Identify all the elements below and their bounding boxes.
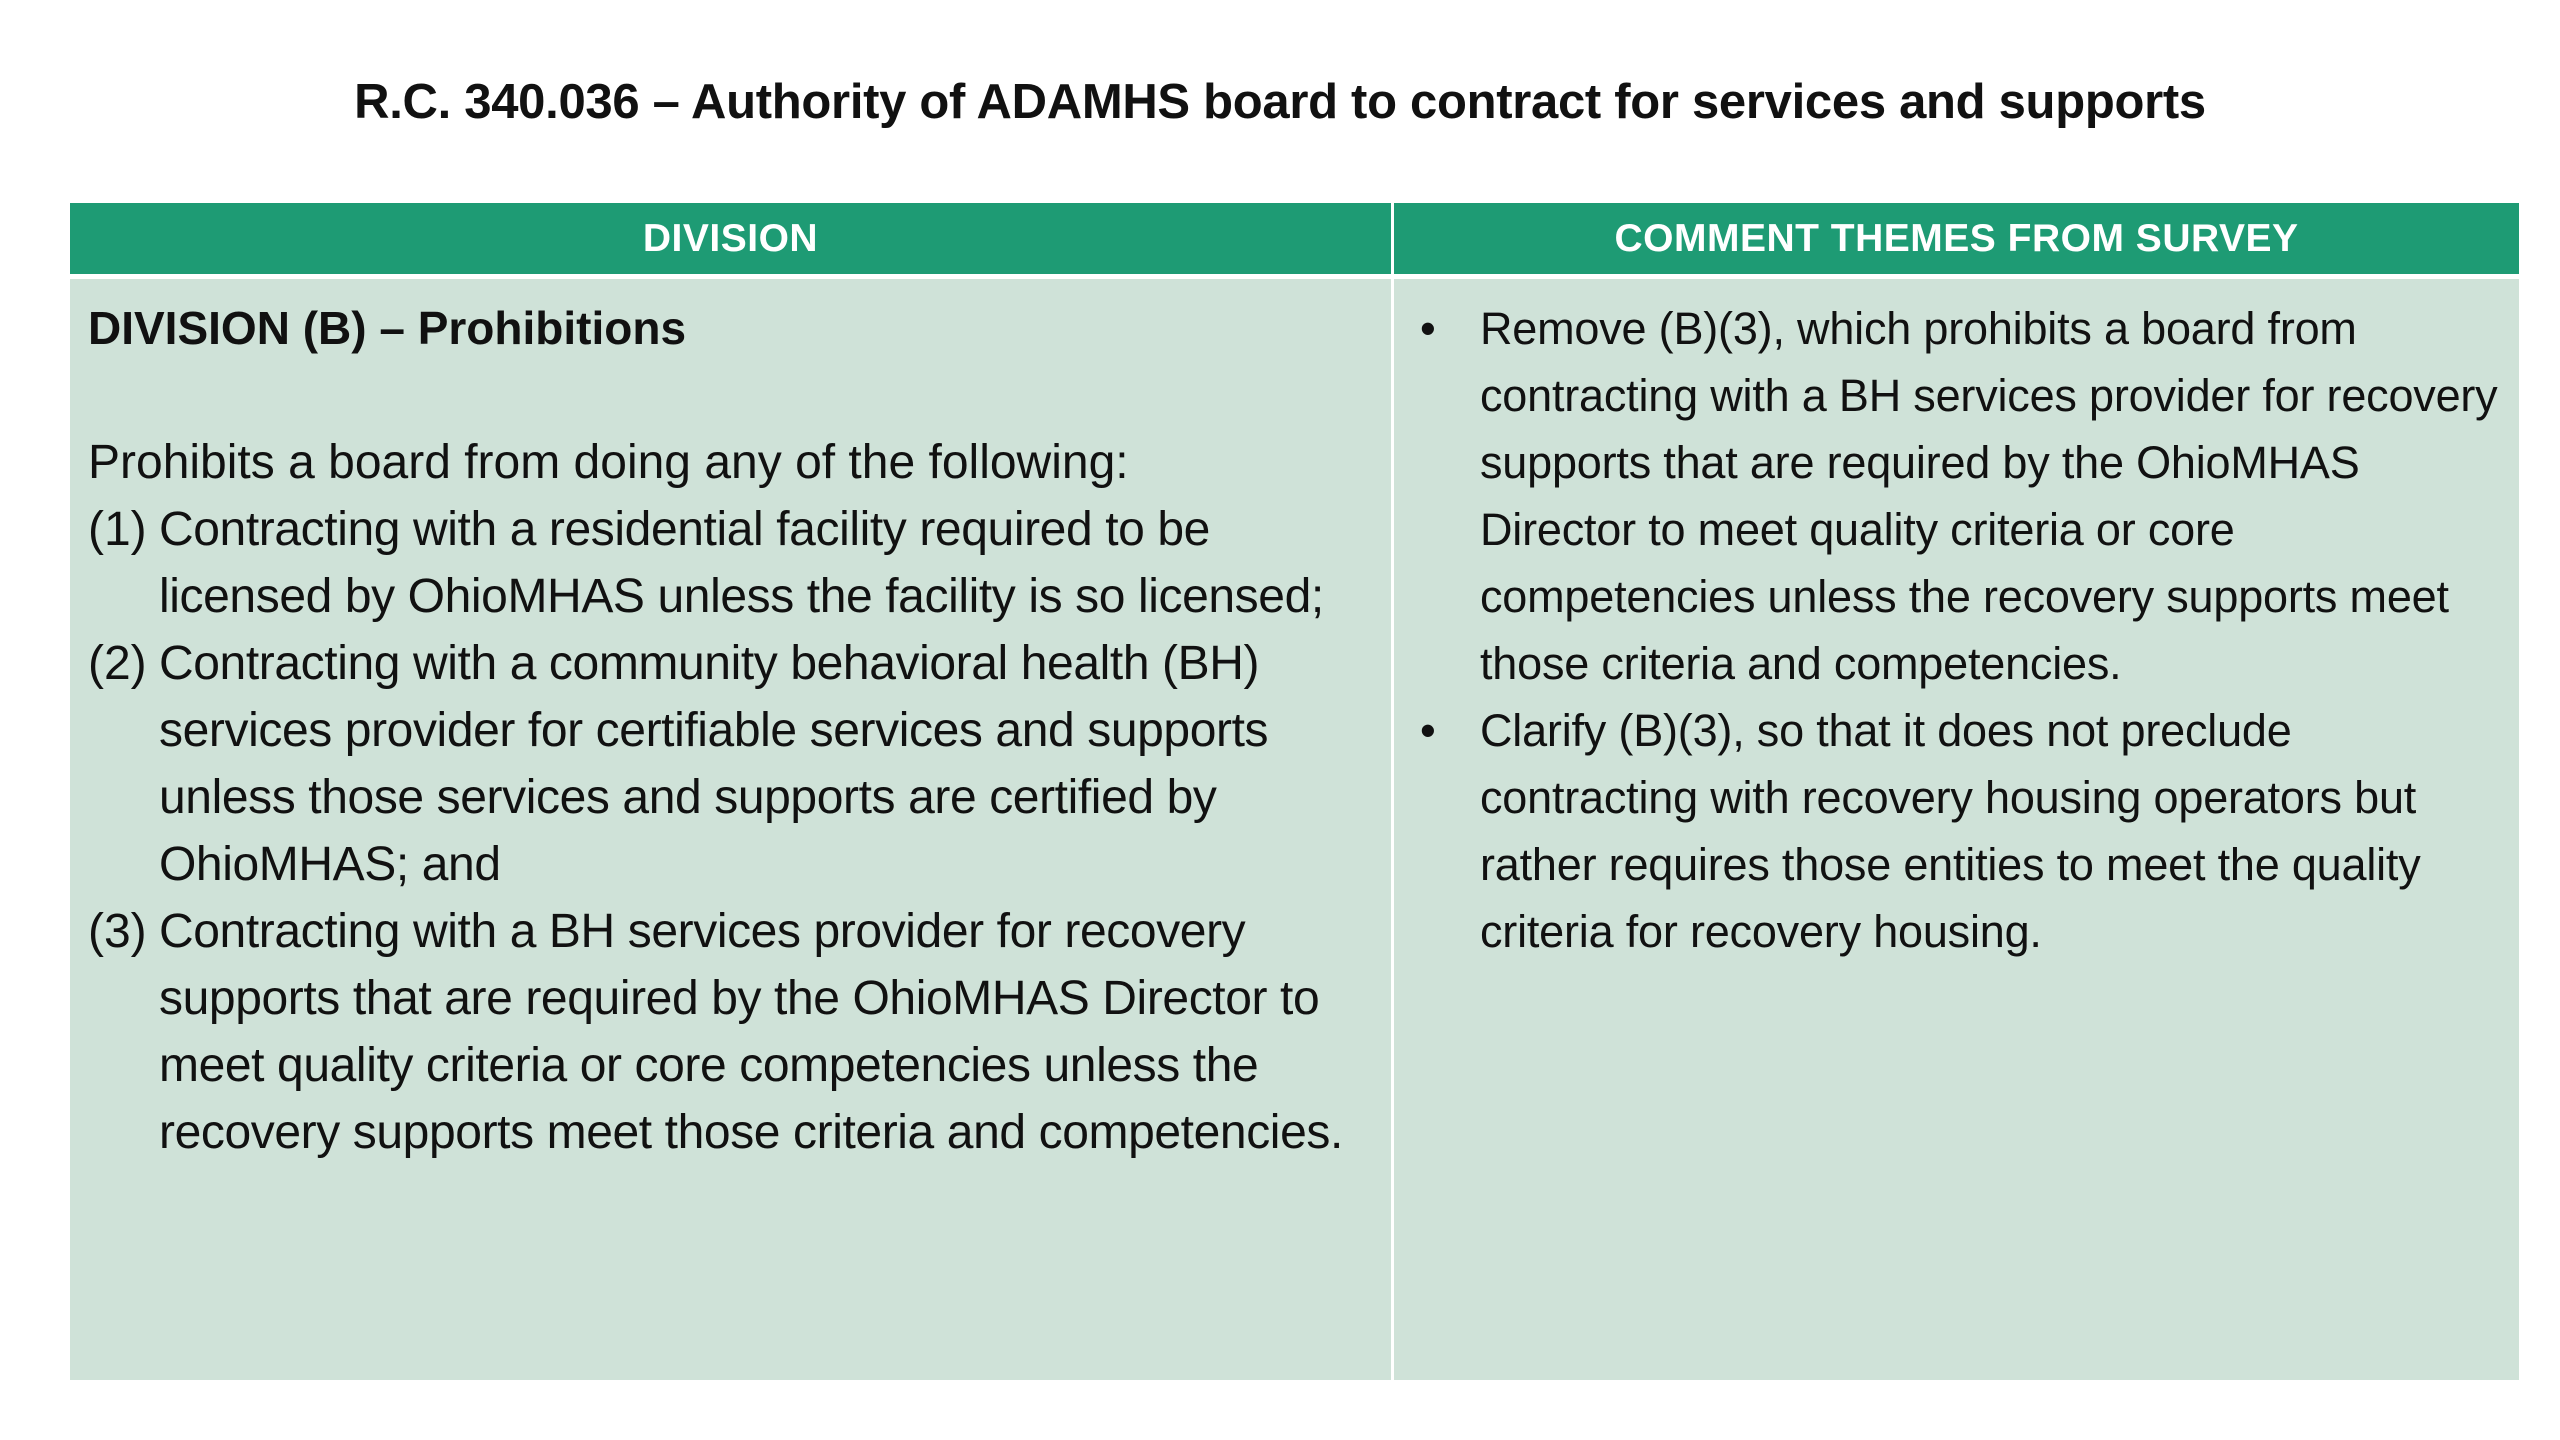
list-item [88, 630, 1373, 898]
list-item-text: Contracting with a BH services provider for recovery supports that are required by the OhioMHAS Director to meet quality criteria or core competencies unless the recovery supports meet those criteria and competencies. [159, 905, 1343, 1159]
division-heading: DIVISION (B) – Prohibitions [88, 302, 687, 354]
list-item-text: Contracting with a community behavioral health (BH) services provider for certifiable services and supports unless those services and supports are certified by OhioMHAS; and [159, 637, 1269, 891]
comment-theme-text: Clarify (B)(3), so that it does not preclude contracting with recovery housing operators but rather requires those entities to meet the quality criteria for recovery housing. [1480, 705, 2421, 957]
page-title: R.C. 340.036 – Authority of ADAMHS board to contract for services and supports [354, 75, 2206, 129]
list-item-text: Contracting with a residential facility required to be licensed by OhioMHAS unless the facility is so licensed; [159, 503, 1324, 623]
column-header-division: DIVISION [70, 203, 1394, 279]
blank-line [88, 362, 1373, 429]
list-item [88, 898, 1373, 1166]
division-cell [70, 279, 1394, 1380]
list-item-number: (1) [88, 503, 147, 556]
division-intro: Prohibits a board from doing any of the following: [88, 436, 1129, 489]
list-item-number: (3) [88, 905, 147, 958]
list-item [1406, 295, 2503, 697]
column-header-comment-themes: COMMENT THEMES FROM SURVEY [1394, 203, 2519, 279]
bullet-icon: • [1420, 705, 1436, 756]
comment-theme-list [1406, 295, 2503, 965]
prohibition-list [88, 496, 1373, 1166]
list-item [1406, 697, 2503, 965]
bullet-icon: • [1420, 303, 1436, 354]
list-item [88, 496, 1373, 630]
comments-cell [1394, 279, 2519, 1380]
comment-theme-text: Remove (B)(3), which prohibits a board from contracting with a BH services provider for recovery supports that are required by the OhioMHAS Director to meet quality criteria or core competencies unless the recovery supports meet those criteria and competencies. [1480, 303, 2498, 689]
comparison-table [70, 203, 2519, 1380]
list-item-number: (2) [88, 637, 147, 690]
